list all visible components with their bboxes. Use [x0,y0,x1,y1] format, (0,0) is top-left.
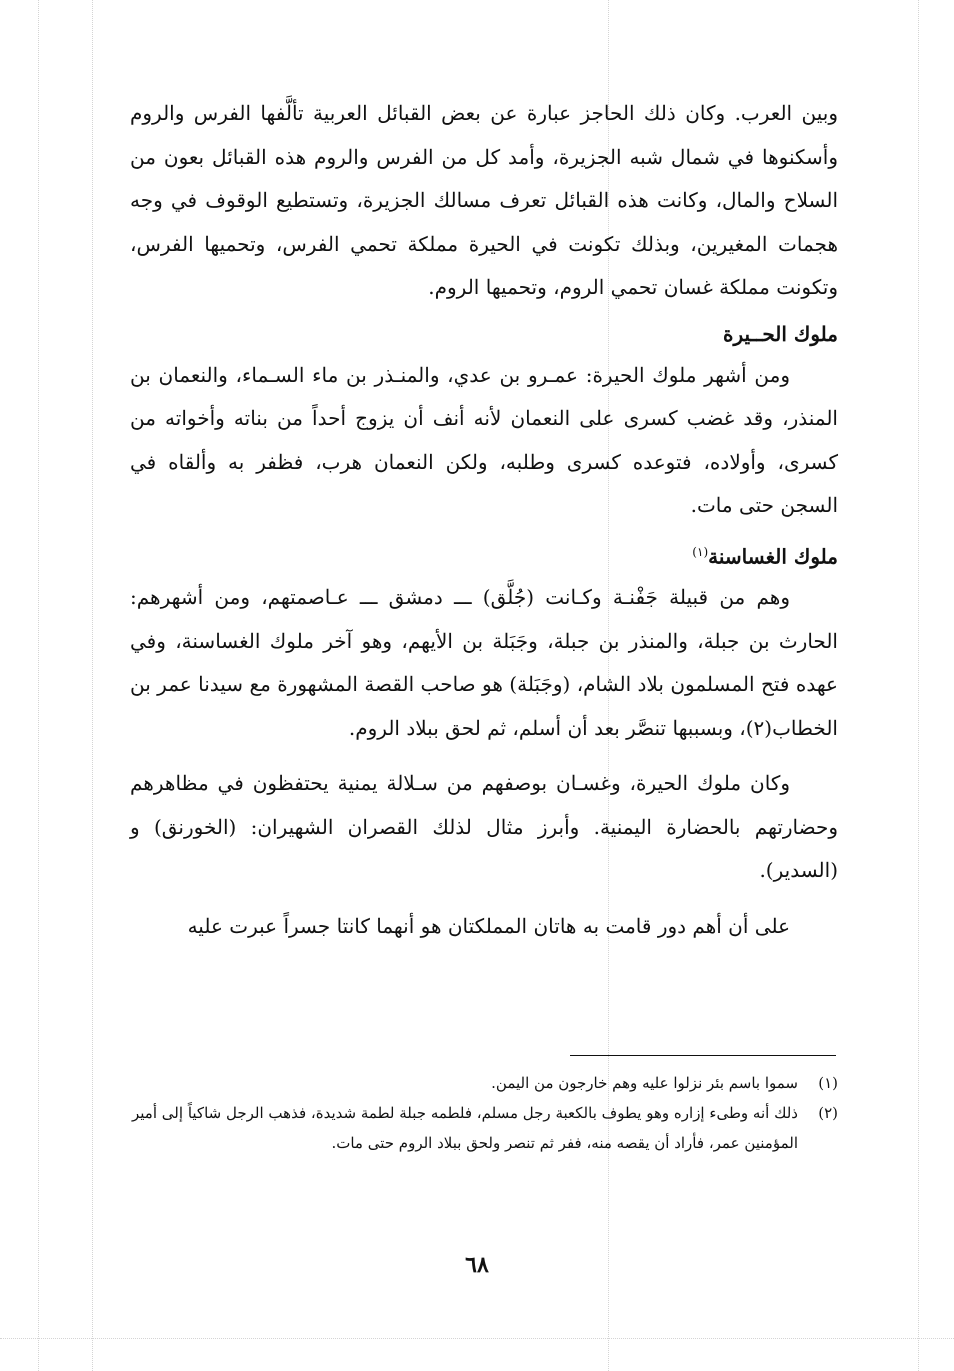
paragraph-gap [130,750,838,762]
page-number: ٦٨ [465,1252,489,1278]
paragraph-gap [130,893,838,905]
footnote-reference: (١) [692,544,709,559]
footnote-number: (٢) [818,1104,838,1122]
ghassan-paragraph-1: وهم من قبيلة جَفْنـة وكـانت (جُلَّق) ـــ دمشق ـــ عـاصمتهم، ومن أشهرهم: الحارث بن جبلة، والمنذر بن جبلة، وجَبَلة بن الأيهم، وهو آخر ملوك الغساسنة، وفي عهده فتح المسلمون بلاد الشام، (وجَبَلة) هو صاحب القصة المشهورة مع سيدنا عمر بن الخطاب(٢)، وبسببها تنصَّر بعد أن أسلم، ثم لحق ببلاد الروم. [130,585,838,740]
ghassan-paragraph-3: على أن أهم دور قامت به هاتان المملكتان هو أنهما كانتا جسراً عبرت عليه [187,913,790,938]
ghassan-paragraph-2: وكان ملوك الحيرة، وغسـان بوصفهم من سـلالة يمنية يحتفظون في مظاهرهم وحضارتهم بالحضارة اليمنية. وأبرز مثال لذلك القصران الشهيران: (الخورنق) و (السدير). [130,771,838,883]
footnote-separator [570,1055,836,1056]
scan-guide-line [38,0,39,1371]
section-heading-hira-label: ملوك الحــيرة [723,321,838,346]
footnote-1 [132,1068,838,1098]
section-heading-hira [130,314,838,354]
footnote-text: ذلك أنه وطىء إزاره وهو يطوف بالكعبة رجل مسلم، فلطمه جبلة لطمة شديدة، فذهب الرجل شاكياً إلى أمير المؤمنين عمر، فأراد أن يقصه منه، ففر ثم تنصر ولحق ببلاد الروم حتى مات. [132,1104,798,1152]
section-heading-ghassan [130,532,838,577]
footnotes [132,1068,838,1158]
scan-guide-line [92,0,93,1371]
footnote-2 [132,1098,838,1158]
scan-guide-line [918,0,919,1371]
footnote-text: سموا باسم بئر نزلوا عليه وهم خارجون من اليمن. [491,1074,798,1092]
footnote-number: (١) [818,1074,838,1092]
main-text [130,92,838,948]
hira-paragraph: ومن أشهر ملوك الحيرة: عمـرو بن عدي، والمنـذر بن ماء السـماء، والنعمان بن المنذر، وقد غضب كسرى على النعمان لأنه أنف أن يزوج أحداً من بناته وأخواته من كسرى، وأولاده، فتوعده كسرى وطلبه، ولكن النعمان هرب، فظفر به وألقاه في السجن حتى مات. [130,362,838,517]
scan-guide-line [0,1338,954,1339]
section-heading-ghassan-label: ملوك الغساسنة [708,544,838,569]
opening-paragraph: وبين العرب. وكان ذلك الحاجز عبارة عن بعض القبائل العربية تألَّفها الفرس والروم وأسكنوها في شمال شبه الجزيرة، وأمد كل من الفرس والروم هذه القبائل بعون من السلاح والمال، وكانت هذه القبائل تعرف مسالك الجزيرة، وتستطيع الوقوف في وجه هجمات المغيرين، وبذلك تكونت في الحيرة مملكة تحمي الفرس، وتحميها الفرس، وتكونت مملكة غسان تحمي الروم، وتحميها الروم. [130,101,838,299]
